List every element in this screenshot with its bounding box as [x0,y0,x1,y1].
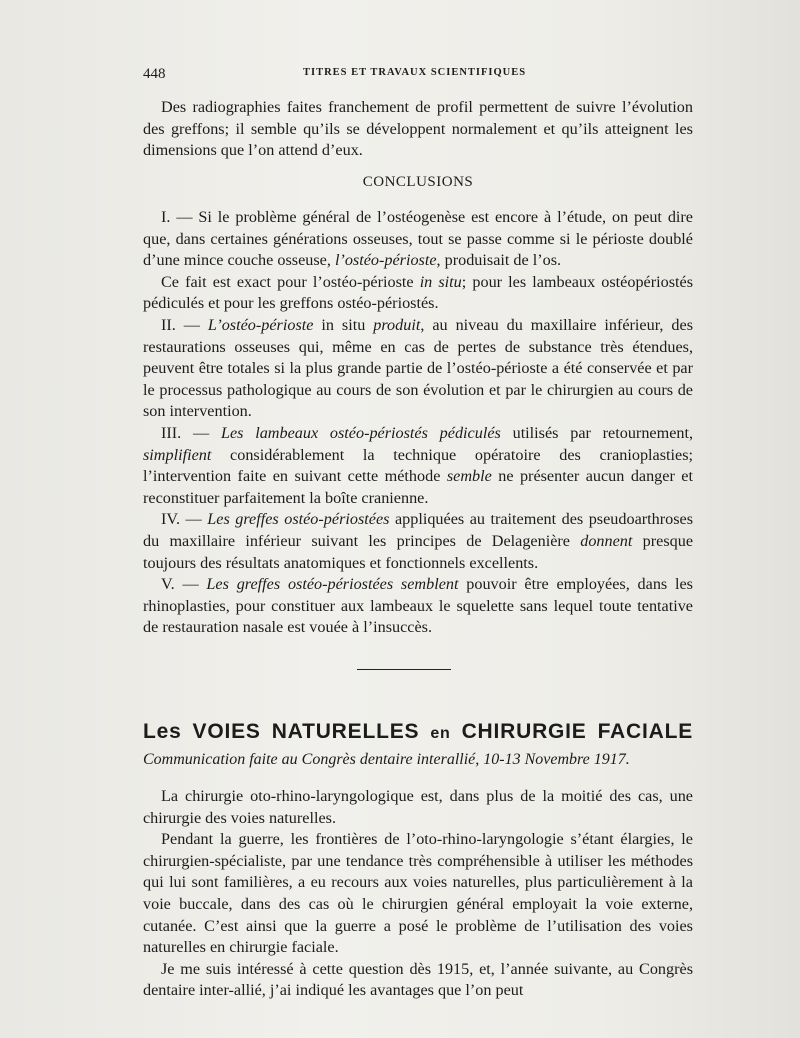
conclusion-3-emphasis-1: Les lambeaux ostéo-périostés pédiculés [220,423,501,442]
running-title: TITRES ET TRAVAUX SCIENTIFIQUES [303,67,527,78]
conclusions-list [143,207,693,639]
conclusion-5-emphasis: Les greffes ostéo-périostées semblent [206,575,459,594]
conclusion-1-text: I. — Si le problème général de l’ostéogenèse est encore à l’étude, on peut dire que, dans certaines générations osseuses, tout se passe comme si le périoste doublé d’une mince couche osseuse, [143,208,693,270]
conclusion-1b-tail: ; pour les lambeaux ostéopériostés pédiculés et pour les greffons ostéo-périostés. [143,272,693,313]
section-paragraph-3: Je me suis intéressé à cette question dès 1915, et, l’année suivante, au Congrès dentaire inter-allié, j’ai indiqué les avantages que l’on peut [143,959,693,1000]
section-paragraph-2: Pendant la guerre, les frontières de l’oto-rhino-laryngologie s’étant élargies, le chirurgien-spécialiste, par une tendance très compréhensible à utiliser les méthodes qui lui sont familières, a eu recours aux voies naturelles, plus particulièrement à la voie buccale, dans des cas où le chirurgien général employait la voie externe, cutanée. C’est ainsi que la guerre a posé le problème de l’utilisation des voies naturelles en chirurgie faciale. [143,830,693,957]
conclusion-3-mid-2: considérablement la technique opératoire des cranioplasties; l’intervention faite en suivant cette méthode [143,445,693,486]
conclusion-1-tail: , produisait de l’os. [436,251,562,270]
conclusion-2-emphasis-2: produit [373,315,421,334]
conclusion-3-emphasis-2: simplifient [143,445,212,464]
conclusion-1-emphasis: l’ostéo-périoste [334,251,437,270]
conclusion-5-tail: pouvoir être employées, dans les rhinoplasties, pour constituer aux lambeaux le squelette sans lequel toute tentative de restauration nasale est vouée à l’insuccès. [143,575,693,637]
section-title-connector: en [430,725,451,742]
conclusion-4-emphasis-1: Les greffes ostéo-périostées [207,510,390,529]
intro-paragraph: Des radiographies faites franchement de profil permettent de suivre l’évolution des greffons; il semble qu’ils se développent normalement et qu’ils atteignent les dimensions que l’on attend d’eux. [143,98,693,160]
conclusion-3-emphasis-3: semble [446,467,492,486]
section-paragraph-1: La chirurgie oto-rhino-laryngologique est, dans plus de la moitié des cas, une chirurgie des voies naturelles. [143,787,693,827]
intro-paragraph-block [143,97,693,162]
conclusion-item-4 [143,509,693,574]
conclusion-4-tail: presque toujours des résultats anatomiques et fonctionnels excellents. [143,531,694,572]
conclusions-heading: CONCLUSIONS [362,174,474,190]
conclusion-1b-text: Ce fait est exact pour l’ostéo-périoste [161,272,420,291]
conclusion-2-emphasis-1: L’ostéo-périoste [207,315,314,334]
conclusion-4-prefix: IV. — [161,510,208,529]
section-body [143,786,693,1002]
conclusion-1b-emphasis: in situ [419,272,462,291]
section-title-part-1: Les VOIES NATURELLES [143,720,420,743]
conclusion-5-prefix: V. — [161,575,207,594]
page-number: 448 [143,66,166,82]
section-divider [357,669,451,670]
conclusion-item-1 [143,207,693,272]
conclusion-item-3 [143,423,693,509]
conclusion-4-mid: appliquées au traitement des pseudoarthroses du maxillaire inférieur suivant les principes de Delagenière [143,510,694,550]
conclusion-item-5 [143,574,693,639]
running-header [143,66,698,86]
conclusion-2-mid: in situ [313,315,374,334]
section-title-part-2: CHIRURGIE FACIALE [461,720,694,743]
section-title [143,720,693,744]
conclusion-4-emphasis-2: donnent [580,531,633,550]
conclusion-2-prefix: II. — [161,315,208,334]
conclusion-3-tail: ne présenter aucun danger et reconstituer parfaitement la boîte cranienne. [143,467,693,507]
conclusion-3-mid-1: utilisés par retournement, [500,423,694,442]
conclusion-item-1b [143,272,693,315]
conclusion-2-tail: , au niveau du maxillaire inférieur, des restaurations osseuses qui, même en cas de pertes de substance très étendues, peuvent être totales si la plus grande partie de l’ostéo-périoste a été conservée et par le processus pathologique au cours de son évolution et par le chirurgien au cours de son intervention. [143,315,694,421]
section-subtitle: Communication faite au Congrès dentaire interallié, 10-13 Novembre 1917. [143,751,630,768]
conclusion-item-2 [143,315,693,423]
conclusion-3-prefix: III. — [161,423,221,442]
